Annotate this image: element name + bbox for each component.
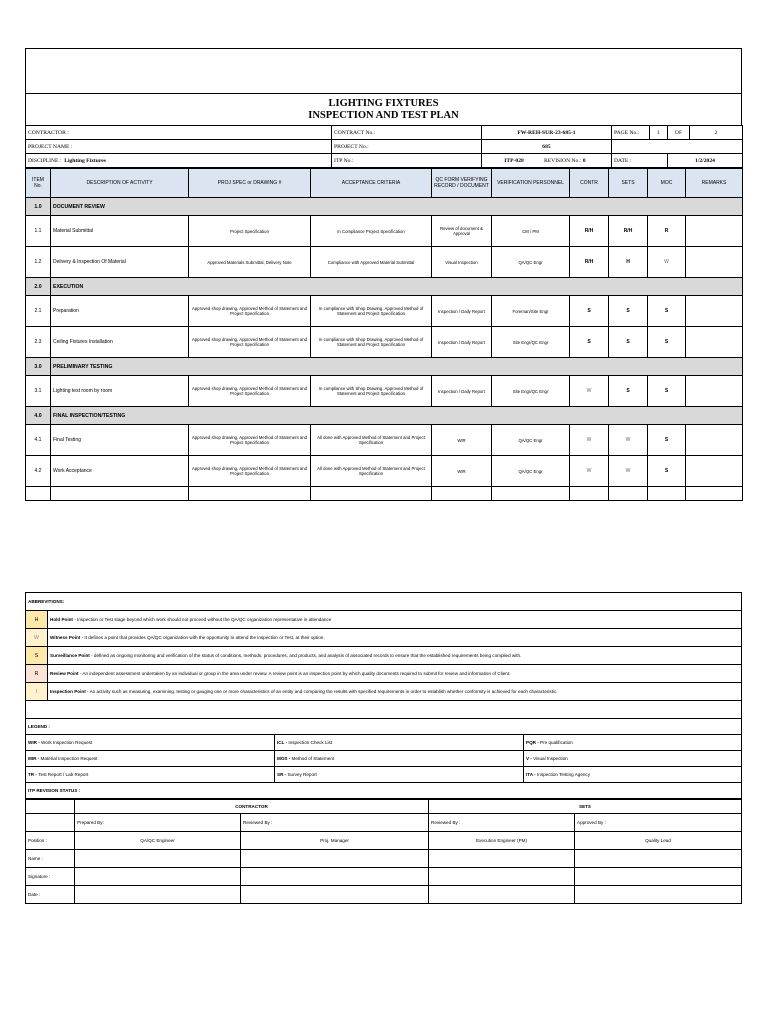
title-line-1: LIGHTING FIXTURES [328, 98, 439, 109]
itp-sheet [25, 48, 742, 501]
section-title: PRELIMINARY TESTING [51, 358, 743, 376]
legend-row [26, 767, 742, 783]
legend-heading: LEGEND : [26, 719, 742, 735]
itp-table [25, 168, 743, 501]
name-label: Name : [26, 850, 75, 868]
abbreviation-key: R [26, 665, 48, 683]
abbreviation-def: - An activity such as measuring, examining, testing or gauging one or more characteristics of an entity and comparing the results with specified requirements in order to establish whether conformity is achieved for each characteristic. [85, 689, 558, 694]
cell-contr: R/H [570, 247, 609, 278]
cell-contr: W [570, 376, 609, 407]
document-title [25, 93, 742, 125]
cell-contr: W [570, 456, 609, 487]
page-total: 2 [690, 126, 743, 140]
cell-criteria: In compliance with Shop Drawing, Approved Method of Statement and Project Specification [311, 376, 432, 407]
cell-sets: S [609, 327, 648, 358]
contractor-heading: CONTRACTOR [75, 800, 429, 814]
col-personnel: VERIFICATION PERSONNEL [492, 169, 570, 198]
legend-item [26, 735, 275, 751]
section-row [26, 198, 743, 216]
abbreviation-term: Witness Point [50, 635, 81, 640]
table-row [26, 376, 743, 407]
legend-meaning: Method of Statement [291, 756, 335, 761]
legend-code: V - [526, 756, 534, 761]
legend-meaning: Visual Inspection [533, 756, 568, 761]
abbreviation-key: S [26, 647, 48, 665]
approved-by-label: Approved By : [575, 814, 742, 832]
abbreviation-def: - An independent assessment undertaken by an individual or group in the area under review. A review point is an inspection point by which quality documents required to submit for review and information of Client. [78, 671, 511, 676]
cell-personnel: Foreman/Site Engr [492, 296, 570, 327]
cell-sets: W [609, 425, 648, 456]
itp-no-label: ITP No.: [332, 154, 482, 168]
cell-sets: S [609, 376, 648, 407]
abbreviations-heading: ABBREVITIONS: [26, 593, 742, 611]
revision-value: 0 [582, 157, 586, 164]
cell-criteria: In compliance with Shop Drawing, Approved Method of Statement and Project Specification [311, 327, 432, 358]
cell-criteria: All done with Approved Method of Statement and Project Specification [311, 425, 432, 456]
abbreviation-term: Surveillance Point [50, 653, 90, 658]
cell-no: 1.2 [26, 247, 51, 278]
cell-contr: W [570, 425, 609, 456]
abbreviation-text [48, 647, 742, 665]
cell-sets: R/H [609, 216, 648, 247]
logo-area [25, 48, 742, 93]
signature-label: Signature : [26, 868, 75, 886]
cell-spec: Approved shop drawing, Approved Method of Statement and Project Specification [189, 425, 311, 456]
cell-spec: Approved shop drawing, Approved Method of Statement and Project Specification [189, 296, 311, 327]
cell-personnel: QA/QC Engr [492, 456, 570, 487]
legend-table [25, 719, 742, 799]
cell-moc: S [648, 376, 686, 407]
legend-meaning: Inspection Check List [288, 740, 333, 745]
cell-remarks [686, 425, 743, 456]
cell-spec: Approved shop drawing, Approved Method of Statement and Project Specification [189, 327, 311, 358]
project-no-blank [612, 140, 743, 154]
abbreviation-term: Inspection Point [50, 689, 86, 694]
cell-remarks [686, 456, 743, 487]
abbreviation-key: W [26, 629, 48, 647]
cell-no: 4.2 [26, 456, 51, 487]
abbreviation-key: H [26, 611, 48, 629]
cell-remarks [686, 216, 743, 247]
col-remarks: REMARKS [686, 169, 743, 198]
cell-no: 3.1 [26, 376, 51, 407]
legend-code: MIR - [28, 756, 41, 761]
legend-code: WIR - [28, 740, 42, 745]
cell-desc: Final Testing [51, 425, 189, 456]
table-row [26, 456, 743, 487]
abbreviations-table [25, 592, 742, 719]
itp-rev-cell [482, 154, 612, 168]
cell-criteria: All done with Approved Method of Statement and Project Specification [311, 456, 432, 487]
cell-sets: W [609, 456, 648, 487]
legend-item [524, 751, 742, 767]
cell-personnel: Site Engr/QC Engr [492, 376, 570, 407]
cell-contr: S [570, 327, 609, 358]
cell-criteria: In compliance with Shop Drawing, Approved Method of Statement and Project Specification [311, 296, 432, 327]
abbreviation-text [48, 611, 742, 629]
cell-personnel: CM / PM [492, 216, 570, 247]
cell-record: Inspection / Daily Report [432, 327, 492, 358]
col-contr: CONTR [570, 169, 609, 198]
cell-sets: S [609, 296, 648, 327]
col-item-no: ITEM No. [26, 169, 51, 198]
legend-meaning: Survey Report [287, 772, 317, 777]
legend-code: PQR - [526, 740, 541, 745]
abbreviation-def: - It defines a point that provides QA/QC organization with the opportunity to attend the inspection or Test, at their option. [80, 635, 325, 640]
cell-moc: S [648, 296, 686, 327]
position-reviewed-2: Execution Engineer (PM) [429, 832, 575, 850]
reviewed-by-label-2: Reviewed By : [429, 814, 575, 832]
legend-item [26, 767, 275, 783]
cell-no: 2.3 [26, 327, 51, 358]
abbreviation-row [26, 683, 742, 701]
abbr-blank [26, 701, 742, 719]
section-row [26, 278, 743, 296]
bottom-section [25, 592, 742, 904]
cell-desc: Material Submittal [51, 216, 189, 247]
cell-spec: Approved shop drawing, Approved Method of Statement and Project Specification [189, 376, 311, 407]
section-no: 2.0 [26, 278, 51, 296]
cell-spec: Project Specification [189, 216, 311, 247]
cell-desc: Delivery & Inspection Of Material [51, 247, 189, 278]
cell-contr: S [570, 296, 609, 327]
cell-criteria: Compliance with Approved Material Submittal [311, 247, 432, 278]
cell-moc: W [648, 247, 686, 278]
cell-desc: Lighting test room by room [51, 376, 189, 407]
legend-meaning: Test Report / Lab Report [38, 772, 89, 777]
cell-record: Visual Inspection [432, 247, 492, 278]
abbreviation-def: - defined as ongoing monitoring and verification of the status of conditions, methods, procedures, and products, and analysis of associated records to ensure that the established requirements being complied with. [89, 653, 522, 658]
sets-heading: SETS [429, 800, 742, 814]
col-moc: MOC [648, 169, 686, 198]
abbreviation-text [48, 683, 742, 701]
position-label: Position : [26, 832, 75, 850]
column-header-row [26, 169, 743, 198]
reviewed-by-label: Reviewed By : [241, 814, 429, 832]
abbreviations-body [26, 611, 742, 701]
cell-moc: S [648, 327, 686, 358]
legend-meaning: Inspection Testing Agency [536, 772, 591, 777]
legend-row [26, 735, 742, 751]
abbreviation-term: Review Point [50, 671, 79, 676]
cell-spec: Approved Materials Submittal, Delivery Note [189, 247, 311, 278]
cell-personnel: QA/QC Engr [492, 247, 570, 278]
table-row [26, 327, 743, 358]
position-reviewed: Proj. Manager [241, 832, 429, 850]
cell-moc: R [648, 216, 686, 247]
cell-remarks [686, 296, 743, 327]
legend-body [26, 735, 742, 783]
abbreviation-key: I [26, 683, 48, 701]
section-row [26, 407, 743, 425]
legend-item [275, 767, 524, 783]
cell-remarks [686, 376, 743, 407]
abbreviation-row [26, 611, 742, 629]
project-name-label: PROJECT NAME : [26, 140, 332, 154]
cell-no: 1.1 [26, 216, 51, 247]
cell-record: WIR [432, 456, 492, 487]
table-row [26, 216, 743, 247]
contract-no-label: CONTRACT No.: [332, 126, 482, 140]
abbreviation-row [26, 629, 742, 647]
legend-row [26, 751, 742, 767]
legend-item [524, 735, 742, 751]
revision-label: REVISION No.: [544, 157, 582, 164]
abbreviation-term: Hold Point [50, 617, 73, 622]
legend-code: SR - [277, 772, 288, 777]
position-approved: Quality Lead [575, 832, 742, 850]
cell-moc: S [648, 425, 686, 456]
section-row [26, 358, 743, 376]
discipline-value: Lighting Fixtures [64, 157, 106, 164]
cell-desc: Preparation [51, 296, 189, 327]
section-title: EXECUTION [51, 278, 743, 296]
cell-record: Inspection / Daily Report [432, 376, 492, 407]
discipline-label: DISCIPLINE : [28, 157, 62, 164]
col-record: QC FORM VERIFYING RECORD / DOCUMENT [432, 169, 492, 198]
cell-remarks [686, 247, 743, 278]
date-label: DATE : [612, 154, 668, 168]
contract-no: FW-REH-SUR-23-685-1 [482, 126, 612, 140]
table-row [26, 296, 743, 327]
header-table [25, 125, 743, 168]
project-no: 685 [482, 140, 612, 154]
abbreviation-row [26, 647, 742, 665]
section-title: DOCUMENT REVIEW [51, 198, 743, 216]
date-row-label: Date : [26, 886, 75, 904]
legend-meaning: Work Inspection Request [41, 740, 93, 745]
col-description: DESCRIPTION OF ACTIVITY [51, 169, 189, 198]
section-no: 3.0 [26, 358, 51, 376]
legend-item [275, 751, 524, 767]
legend-meaning: Material Inspection Request [40, 756, 98, 761]
cell-record: Review of document & Approval [432, 216, 492, 247]
legend-code: ICL - [277, 740, 289, 745]
prepared-by-label: Prepared By: [75, 814, 241, 832]
section-title: FINAL INSPECTION/TESTING [51, 407, 743, 425]
abbreviation-text [48, 629, 742, 647]
legend-meaning: Pre qualification [540, 740, 573, 745]
col-sets: SETS [609, 169, 648, 198]
discipline-cell [26, 154, 332, 168]
cell-desc: Ceiling Fixtures Installation [51, 327, 189, 358]
contractor-label: CONTRACTOR : [26, 126, 332, 140]
project-no-label: PROJECT No.: [332, 140, 482, 154]
page-no: 1 [650, 126, 668, 140]
title-line-2: INSPECTION AND TEST PLAN [308, 110, 459, 121]
cell-record: Inspection / Daily Report [432, 296, 492, 327]
cell-moc: S [648, 456, 686, 487]
legend-code: TR - [28, 772, 39, 777]
cell-no: 2.1 [26, 296, 51, 327]
revision-status-heading: ITP REVISION STATUS : [26, 783, 742, 799]
cell-personnel: QA/QC Engr [492, 425, 570, 456]
cell-contr: R/H [570, 216, 609, 247]
col-criteria: ACCEPTANCE CRITERIA [311, 169, 432, 198]
cell-desc: Work Acceptance [51, 456, 189, 487]
table-row [26, 247, 743, 278]
section-no: 1.0 [26, 198, 51, 216]
section-no: 4.0 [26, 407, 51, 425]
itp-no: ITP-028 [504, 157, 524, 164]
cell-no: 4.1 [26, 425, 51, 456]
position-prepared: QA/QC Engineer [75, 832, 241, 850]
legend-item [524, 767, 742, 783]
of-label: OF [668, 126, 690, 140]
blank-row [26, 487, 743, 501]
cell-criteria: In Compliance Project Specification [311, 216, 432, 247]
abbreviation-text [48, 665, 742, 683]
legend-code: ITA - [526, 772, 537, 777]
date-value: 1/2/2024 [668, 154, 743, 168]
abbreviation-def: - Inspection or Test stage beyond which work should not proceed without the QA/QC organization representative in attendance [72, 617, 332, 622]
page-no-label: PAGE No.: [612, 126, 650, 140]
abbreviation-row [26, 665, 742, 683]
legend-item [26, 751, 275, 767]
itp-body [26, 198, 743, 487]
cell-sets: H [609, 247, 648, 278]
legend-code: MOS - [277, 756, 292, 761]
revision-status-table [25, 799, 742, 904]
cell-spec: Approved shop drawing, Approved Method of Statement and Project Specification [189, 456, 311, 487]
cell-remarks [686, 327, 743, 358]
table-row [26, 425, 743, 456]
cell-record: WIR [432, 425, 492, 456]
col-spec: PROJ SPEC or DRAWING # [189, 169, 311, 198]
legend-item [275, 735, 524, 751]
cell-personnel: Site Engr/QC Engr [492, 327, 570, 358]
